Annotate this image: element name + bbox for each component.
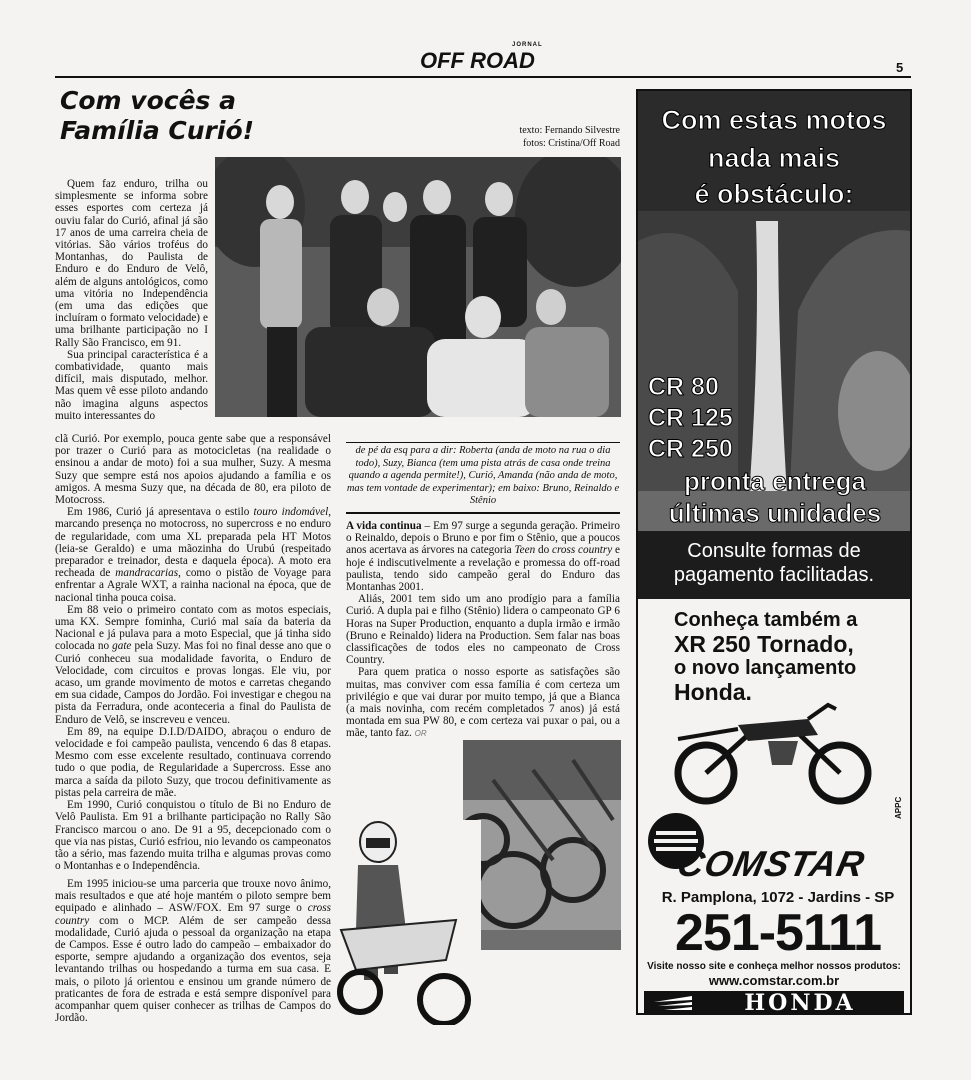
ad-ready-1: pronta entrega — [683, 466, 867, 496]
kid-on-bike-photo — [336, 820, 481, 1025]
ad-model-3: CR 250 — [648, 435, 733, 463]
p3-text-1: Em 1986, Curió já apresentava o estilo — [67, 506, 254, 519]
visit-text: Visite nosso site e conheça melhor nossos produtos: — [647, 961, 901, 972]
header-rule — [55, 76, 911, 78]
subhead: A vida continua — [346, 520, 422, 532]
p4-emphasis: gate — [112, 640, 132, 653]
ad-xr-text — [674, 609, 904, 705]
p10-text: Para quem pratica o nosso esporte as satisfações são muitas, mas conviver com essa família é com certeza um privilégio e que vai durar por muito tempo, já que a Bianca (a mais novinha, com recém completados 7 anos) já está montada em sua PW 80, e com certeza vai puxar o pai, ou a mãe, tanto faz. — [346, 666, 620, 740]
family-photo-image — [215, 157, 621, 417]
bikes-photo — [463, 740, 621, 950]
article-credits — [500, 124, 620, 150]
p3-text-2: , marcando presença no motocross, no supercross e no enduro de regularidade, com uma XL preparada pela HT Motos (leia-se Geraldo) e uma mãozinha do Urubú (respeitado preparador e treinador, desta e daquela época). A moto era recheada de — [55, 506, 331, 580]
credit-text: texto: Fernando Silvestre — [519, 125, 620, 136]
article-column-left-upper — [55, 178, 208, 422]
photo-caption: de pé da esq para a dir: Roberta (anda de moto na rua o dia todo), Suzy, Bianca (tem uma pista atrás de casa onde treina quando a agenda permite!), Curió, Amanda (não anda de moto, mas tem vontade de experimentar); em baixo: Bruno, Reinaldo e Stênio — [346, 442, 620, 514]
brand-name: HONDA — [744, 990, 856, 1015]
credit-photos: fotos: Cristina/Off Road — [522, 138, 620, 149]
agency-mark: APPC — [894, 796, 903, 819]
p8-text-3: e hoje é indiscutivelmente a revelação e promessa do off-road paulista, tendo sido campeão geral do Enduro das Montanhas 2001. — [346, 544, 621, 594]
paragraph-7 — [55, 878, 331, 1024]
paragraph-2a: Sua principal característica é a combatividade, quanto mais difícil, mais disputado, melhor. Mas quem vê esse piloto andando não imagina alguns aspectos muito interessantes do — [55, 348, 208, 422]
article-headline — [60, 86, 360, 146]
ad-headline-3: é obstáculo: — [694, 179, 854, 209]
ad-headline-1: Com estas motos — [661, 105, 887, 135]
dealer-name: COMSTAR — [673, 843, 869, 884]
headline-line-2: Família Curió! — [60, 116, 255, 145]
headline-line-1: Com vocês a — [60, 86, 236, 115]
motorcycle-image — [668, 695, 878, 807]
p3-emphasis-2: mandracarias — [115, 567, 179, 580]
p3-emphasis-1: touro indomável — [253, 506, 329, 519]
ad-headline-2: nada mais — [707, 143, 841, 173]
kid-on-bike-image — [336, 820, 481, 1025]
page-number: 5 — [896, 60, 904, 75]
ad-dealer-panel — [638, 599, 910, 1013]
p7-text-1: Em 1995 iniciou-se uma parceria que trouxe novo ânimo, mais resultados e que até hoje mantém o piloto sempre bem equipado e alinhado – ASW/FOX. Em 97 surge o — [55, 878, 331, 915]
ad-consult — [638, 539, 910, 587]
dealer-address: R. Pamplona, 1072 - Jardins - SP — [661, 889, 895, 906]
paragraph-4 — [55, 604, 331, 726]
p8-emphasis-1: Teen — [514, 544, 536, 557]
paragraph-9: Aliás, 2001 tem sido um ano prodígio para a família Curió. A dupla pai e filho (Stênio) lidera o campeonato GP 6 Horas na Super Production, enquanto a dupla irmão e irmão (Bruno e Reinaldo) lidera na Production. Sem falar nas boas classificações de todos eles no campeonato de Cross Country. — [346, 593, 620, 667]
article-column-right — [346, 520, 620, 741]
paragraph-6: Em 1990, Curió conquistou o título de Bi no Enduro de Velô Paulista. Em 91 a brilhante participação no Rally São Francisco marcou o ano. De 91 a 95, decepcionado com o que via nas pistas, Curió esfriou, nio levando os campeonatos tão a sério, mas fazendo muita trilha e algumas provas como o Montanhas e o Independência. — [55, 799, 331, 873]
ad-xr-2: XR 250 Tornado, — [674, 631, 854, 657]
end-mark: OR — [414, 729, 427, 739]
comstar-honda-ad — [636, 89, 912, 1015]
paragraph-1: Quem faz enduro, trilha ou simplesmente se informa sobre esses esportes com certeza já ouviu falar do Curió, afinal já são 17 anos de uma carreira cheia de vitórias. São vários troféus do Montanhas, do Paulista de Enduro e do Enduro de Velô, além de alguns antológicos, como uma vitória no Independência (em uma das edições que incluíram o formato velocidade) e uma brilhante participação no I Rally São Francisco, em 91. — [55, 178, 208, 349]
p8-text-2: do — [535, 544, 553, 557]
p7-emphasis: cross country — [55, 902, 331, 927]
ad-xr-1: Conheça também a — [674, 609, 858, 631]
paragraph-8 — [346, 520, 620, 593]
paragraph-2b: clã Curió. Por exemplo, pouca gente sabe que a responsável por trazer o Curió para as motocicletas (na realidade o ensinou a andar de moto) foi a sua mulher, Suzy. A mesma Suzy que sempre está nos apoios ajudando a família e os amigos. A mesma Suzy que, na década de 80, era piloto de Motocross. — [55, 433, 331, 507]
ad-consult-1: Consulte formas de — [687, 540, 861, 562]
paragraph-3 — [55, 506, 331, 604]
honda-bar — [644, 991, 904, 1015]
paragraph-5: Em 89, na equipe D.I.D/DAIDO, abraçou o enduro de velocidade e foi campeão paulista, vencendo 6 das 8 etapas. Mesmo com esse excelente resultado, continuava correndo tudo o que podia, de Regularidade a Supercross. Esse ano marca a saída da piloto Suzy, que trocou definitivamente as pistas pela carreira de mãe. — [55, 725, 331, 799]
ad-xr-3: o novo lançamento — [674, 657, 857, 679]
dealer-phone: 251-5111 — [674, 904, 882, 962]
p7-text-2: com o MCP. Além de ser campeão dessa modalidade, Curió ajuda o pessoal da organização na etapa de Campos. Esse é outro lado do campeão – embaixador do esporte, sempre ajudando a organização dos eventos, seja levantando trilhas ou hospedando a turma em sua casa. E mais, o piloto já orientou e ensinou um grande número de praticantes de fora de estrada e está sempre disponível para acompanhar quem quiser conhecer as trilhas de Campos do Jordão. — [55, 914, 331, 1025]
ad-model-1: CR 80 — [648, 373, 719, 401]
p8-emphasis-2: cross country — [552, 544, 613, 557]
article-column-left-lower — [55, 878, 331, 1024]
ad-ready-2: últimas unidades — [668, 498, 882, 528]
p4-text-1: Em 88 veio o primeiro contato com as motos especiais, uma KX. Sempre fominha, Curió mal saía da bateria da Nacional e já pulava para a moto Especial, que já tinha sido colocada no — [55, 603, 331, 653]
p8-text-1: – Em 97 surge a segunda geração. Primeiro o Reinaldo, depois o Bruno e por fim o Stênio, que a poucos anos acertava as árvores na categoria — [346, 520, 620, 557]
p3-text-3: , como o pistão de Voyage para enfrentar a Agrale WXT, a rainha nacional na época, que de nacional tinha pouca coisa. — [55, 567, 331, 604]
ad-consult-2: pagamento facilitadas. — [673, 564, 875, 586]
masthead-small: JORNAL — [512, 42, 543, 48]
dealer-url: www.comstar.com.br — [708, 973, 840, 988]
p4-text-2: pela Suzy. Mas foi no final desse ano que o Curió conheceu sua modalidade favorita, o Enduro de Velocidade, com circuitos e provas longas. Ele viu, por acaso, um grande movimento de motos e carretas chegando em sua cidade, Campos do Jordão. Foi investigar e chegou na pista da Ferradura, onde aconteceria a final do Paulista de Enduro de Velô, se inscreveu e venceu. — [55, 640, 331, 726]
ad-xr-4: Honda. — [674, 679, 752, 705]
bikes-photo-image — [463, 740, 621, 950]
article-column-left — [55, 433, 331, 872]
honda-wing-icon — [650, 994, 694, 1012]
masthead — [420, 44, 550, 74]
family-photo — [215, 157, 621, 417]
ad-model-2: CR 125 — [648, 404, 733, 432]
masthead-logo: OFF ROAD — [420, 48, 535, 73]
paragraph-10 — [346, 666, 620, 740]
